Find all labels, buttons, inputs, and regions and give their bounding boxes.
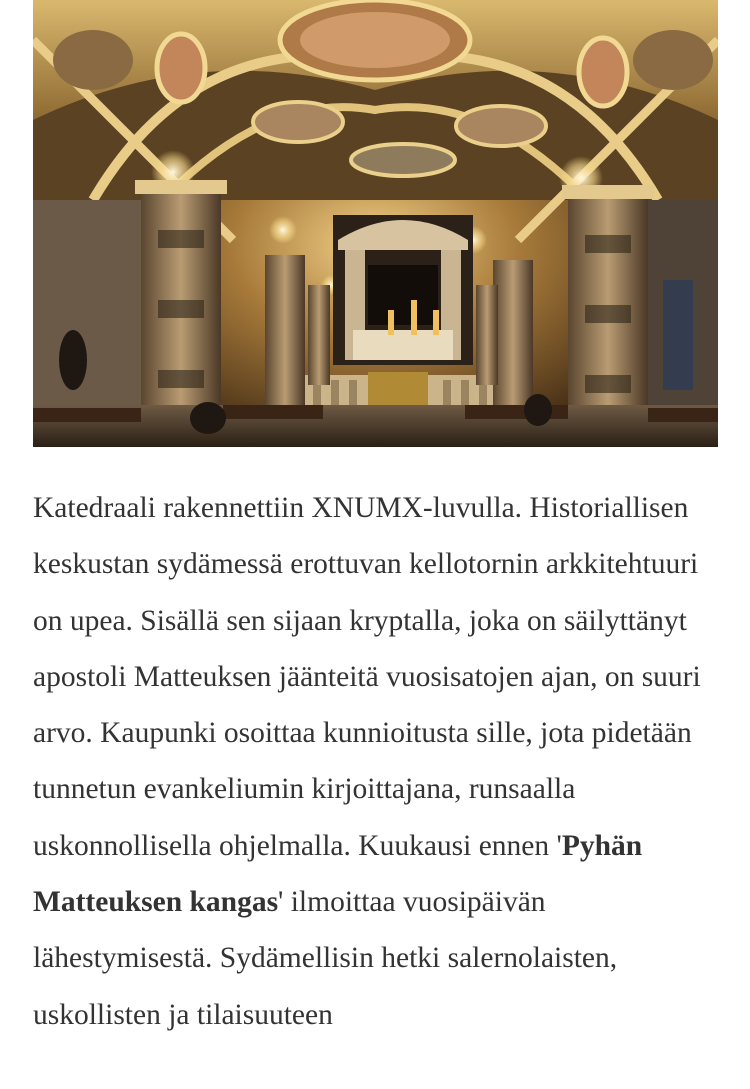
article-text-intro: Katedraali rakennettiin XNUMX-luvulla. Historiallisen keskustan sydämessä erottuvan kellotornin arkkitehtuuri on upea. Sisällä sen sijaan kryptalla, joka on säilyttänyt apostoli Matteuksen jäänteitä vuosisatojen ajan, on suuri arvo. Kaupunki osoittaa kunnioitusta sille, jota pidetään tunnetun evankeliumin kirjoittajana, runsaalla uskonnollisella ohjelmalla. Kuukausi ennen ' bbox=[33, 492, 701, 862]
article-bold-title: Pyhän Matteuksen kangas bbox=[33, 829, 643, 919]
article-paragraph bbox=[33, 480, 723, 1043]
cathedral-crypt-illustration bbox=[33, 0, 718, 447]
article-text-continuation: ' ilmoittaa vuosipäivän lähestymisestä. Sydämellisin hetki salernolaisten, uskollisten ja tilaisuuteen bbox=[33, 886, 618, 1031]
hero-image bbox=[33, 0, 718, 447]
